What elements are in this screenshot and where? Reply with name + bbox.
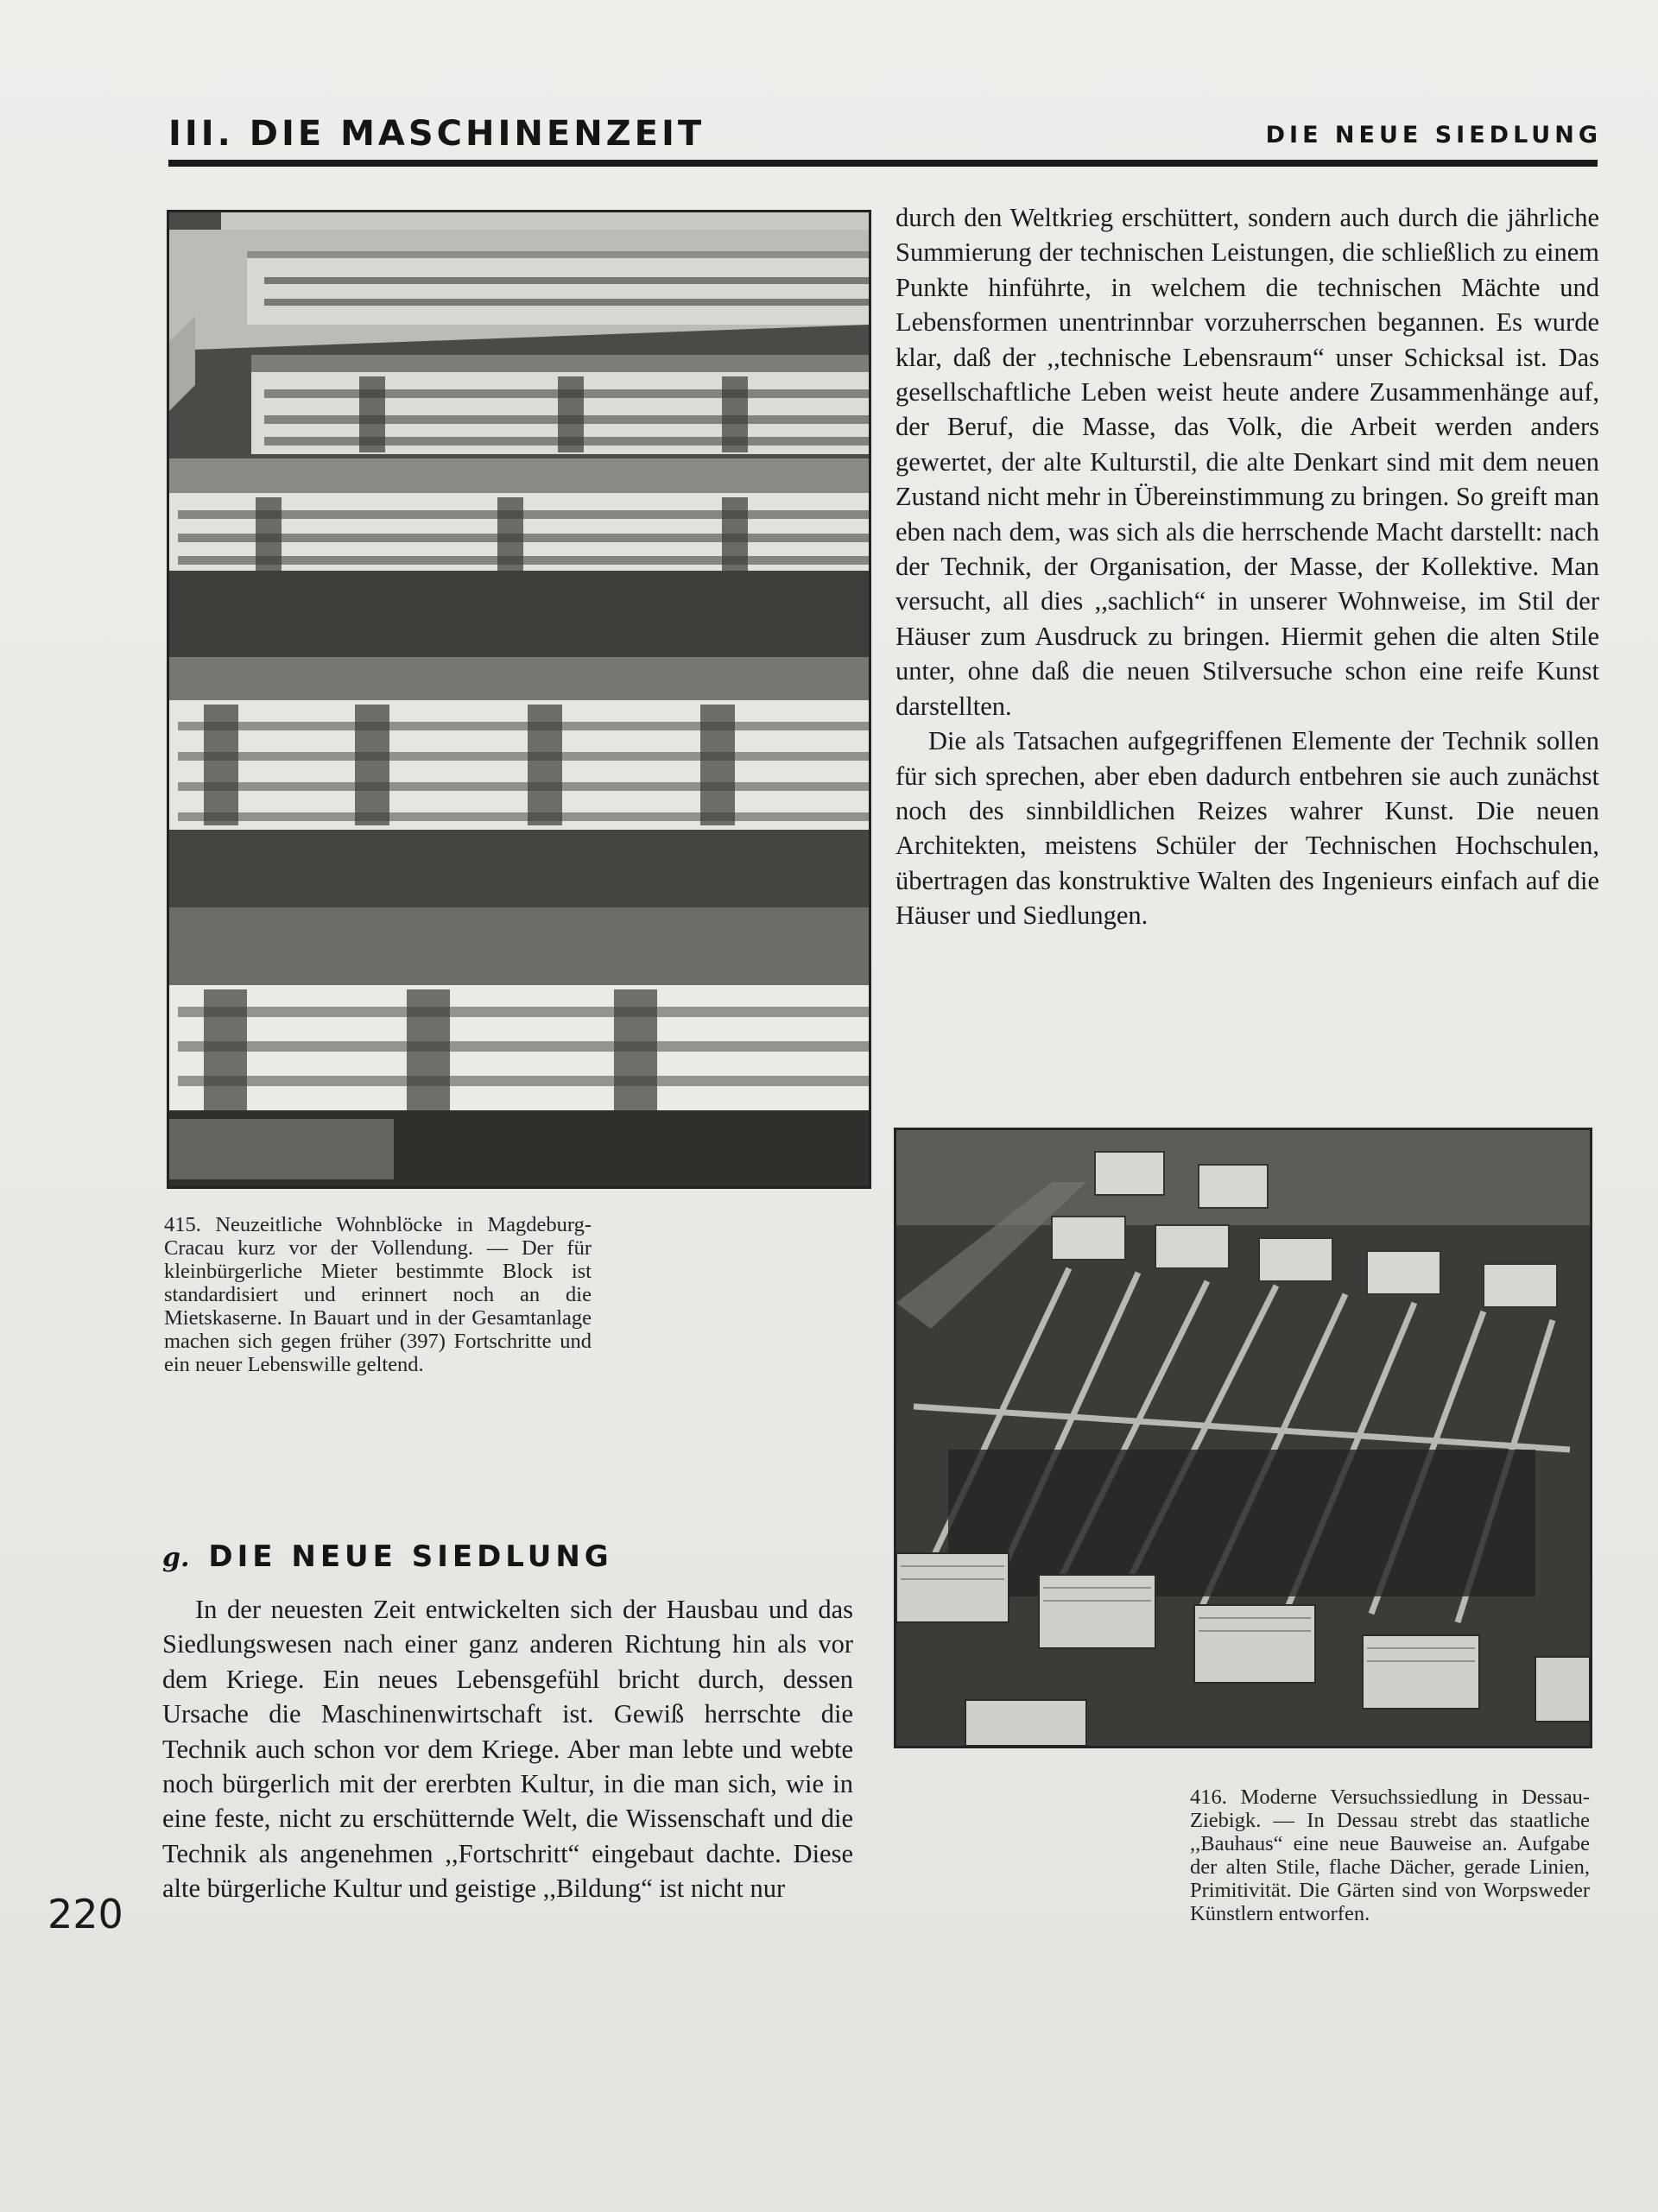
right-column-text xyxy=(895,200,1599,933)
running-head-chapter: III. DIE MASCHINENZEIT xyxy=(168,114,706,154)
figure-416-caption: 416. Moderne Versuchssiedlung in Dessau-Ziebigk. — In Dessau strebt das staatliche ,,Bauhaus“ eine neue Bauweise an. Aufgabe der alten Stile, flache Dächer, gerade Linien, Primitivität. Die Gärten sind von Worpsweder Künstlern entworfen. xyxy=(1190,1785,1590,1925)
left-column-text xyxy=(162,1592,853,1906)
page-number: 220 xyxy=(47,1891,123,1937)
right-paragraph-2: Die als Tatsachen aufgegriffenen Elemente der Technik sollen für sich sprechen, aber eben dadurch entbehren sie auch zunächst noch des sinnbildlichen Reizes wahrer Kunst. Die neuen Architekten, meistens Schüler der Technischen Hochschulen, übertragen das konstruktive Walten des Ingenieurs einfach auf die Häuser und Siedlungen. xyxy=(895,726,1599,931)
section-title: DIE NEUE SIEDLUNG xyxy=(208,1539,613,1574)
section-paragraph: In der neuesten Zeit entwickelten sich der Hausbau und das Siedlungswesen nach einer ganz anderen Richtung hin als vor dem Kriege. Ein neues Lebensgefühl bricht durch, dessen Ursache die Maschinenwirtschaft ist. Gewiß herrschte die Technik auch schon vor dem Kriege. Aber man lebte und webte noch bürgerlich mit der ererbten Kultur, in die man sich, wie in eine feste, nicht zu erschütternde Welt, die Wissenschaft und die Technik als angenehmen ,,Fortschritt“ eingebaut dachte. Diese alte bürgerliche Kultur und geistige ,,Bildung“ ist nicht nur xyxy=(162,1595,853,1904)
section-letter: g. xyxy=(162,1543,190,1573)
figure-416-photo xyxy=(894,1128,1592,1748)
figure-415-photo xyxy=(167,210,871,1189)
running-head-section: DIE NEUE SIEDLUNG xyxy=(1265,122,1602,149)
section-heading xyxy=(162,1539,613,1574)
figure-415-caption: 415. Neuzeitliche Wohnblöcke in Magdeburg-Cracau kurz vor der Vollendung. — Der für kleinbürgerliche Mieter bestimmte Block ist standardisiert und erinnert noch an die Mietskaserne. In Bauart und in der Gesamtanlage machen sich gegen früher (397) Fortschritte und ein neuer Lebenswille geltend. xyxy=(164,1213,592,1376)
header-rule xyxy=(168,160,1598,167)
right-paragraph-1: durch den Weltkrieg erschüttert, sondern auch durch die jährliche Summierung der technischen Leistungen, die schließlich zu einem Punkte hinführte, in welchem die technischen Mächte und Lebensformen unentrinnbar vorzuherrschen begannen. Es wurde klar, daß der ,,technische Lebensraum“ unser Schicksal ist. Das gesellschaftliche Leben weist heute andere Zusammenhänge auf, der Beruf, die Masse, das Volk, die Arbeit werden anders gewertet, der alte Kulturstil, die alte Denkart sind mit dem neuen Zustand nicht mehr in Übereinstimmung zu bringen. So greift man eben nach dem, was sich als die herrschende Macht darstellt: nach der Technik, der Organisation, der Masse, der Kollektive. Man versucht, all dies ,,sachlich“ in unserer Wohnweise, im Stil der Häuser zum Ausdruck zu bringen. Hiermit gehen die alten Stile unter, ohne daß die neuen Stilversuche schon eine reife Kunst darstellten. xyxy=(895,203,1599,721)
